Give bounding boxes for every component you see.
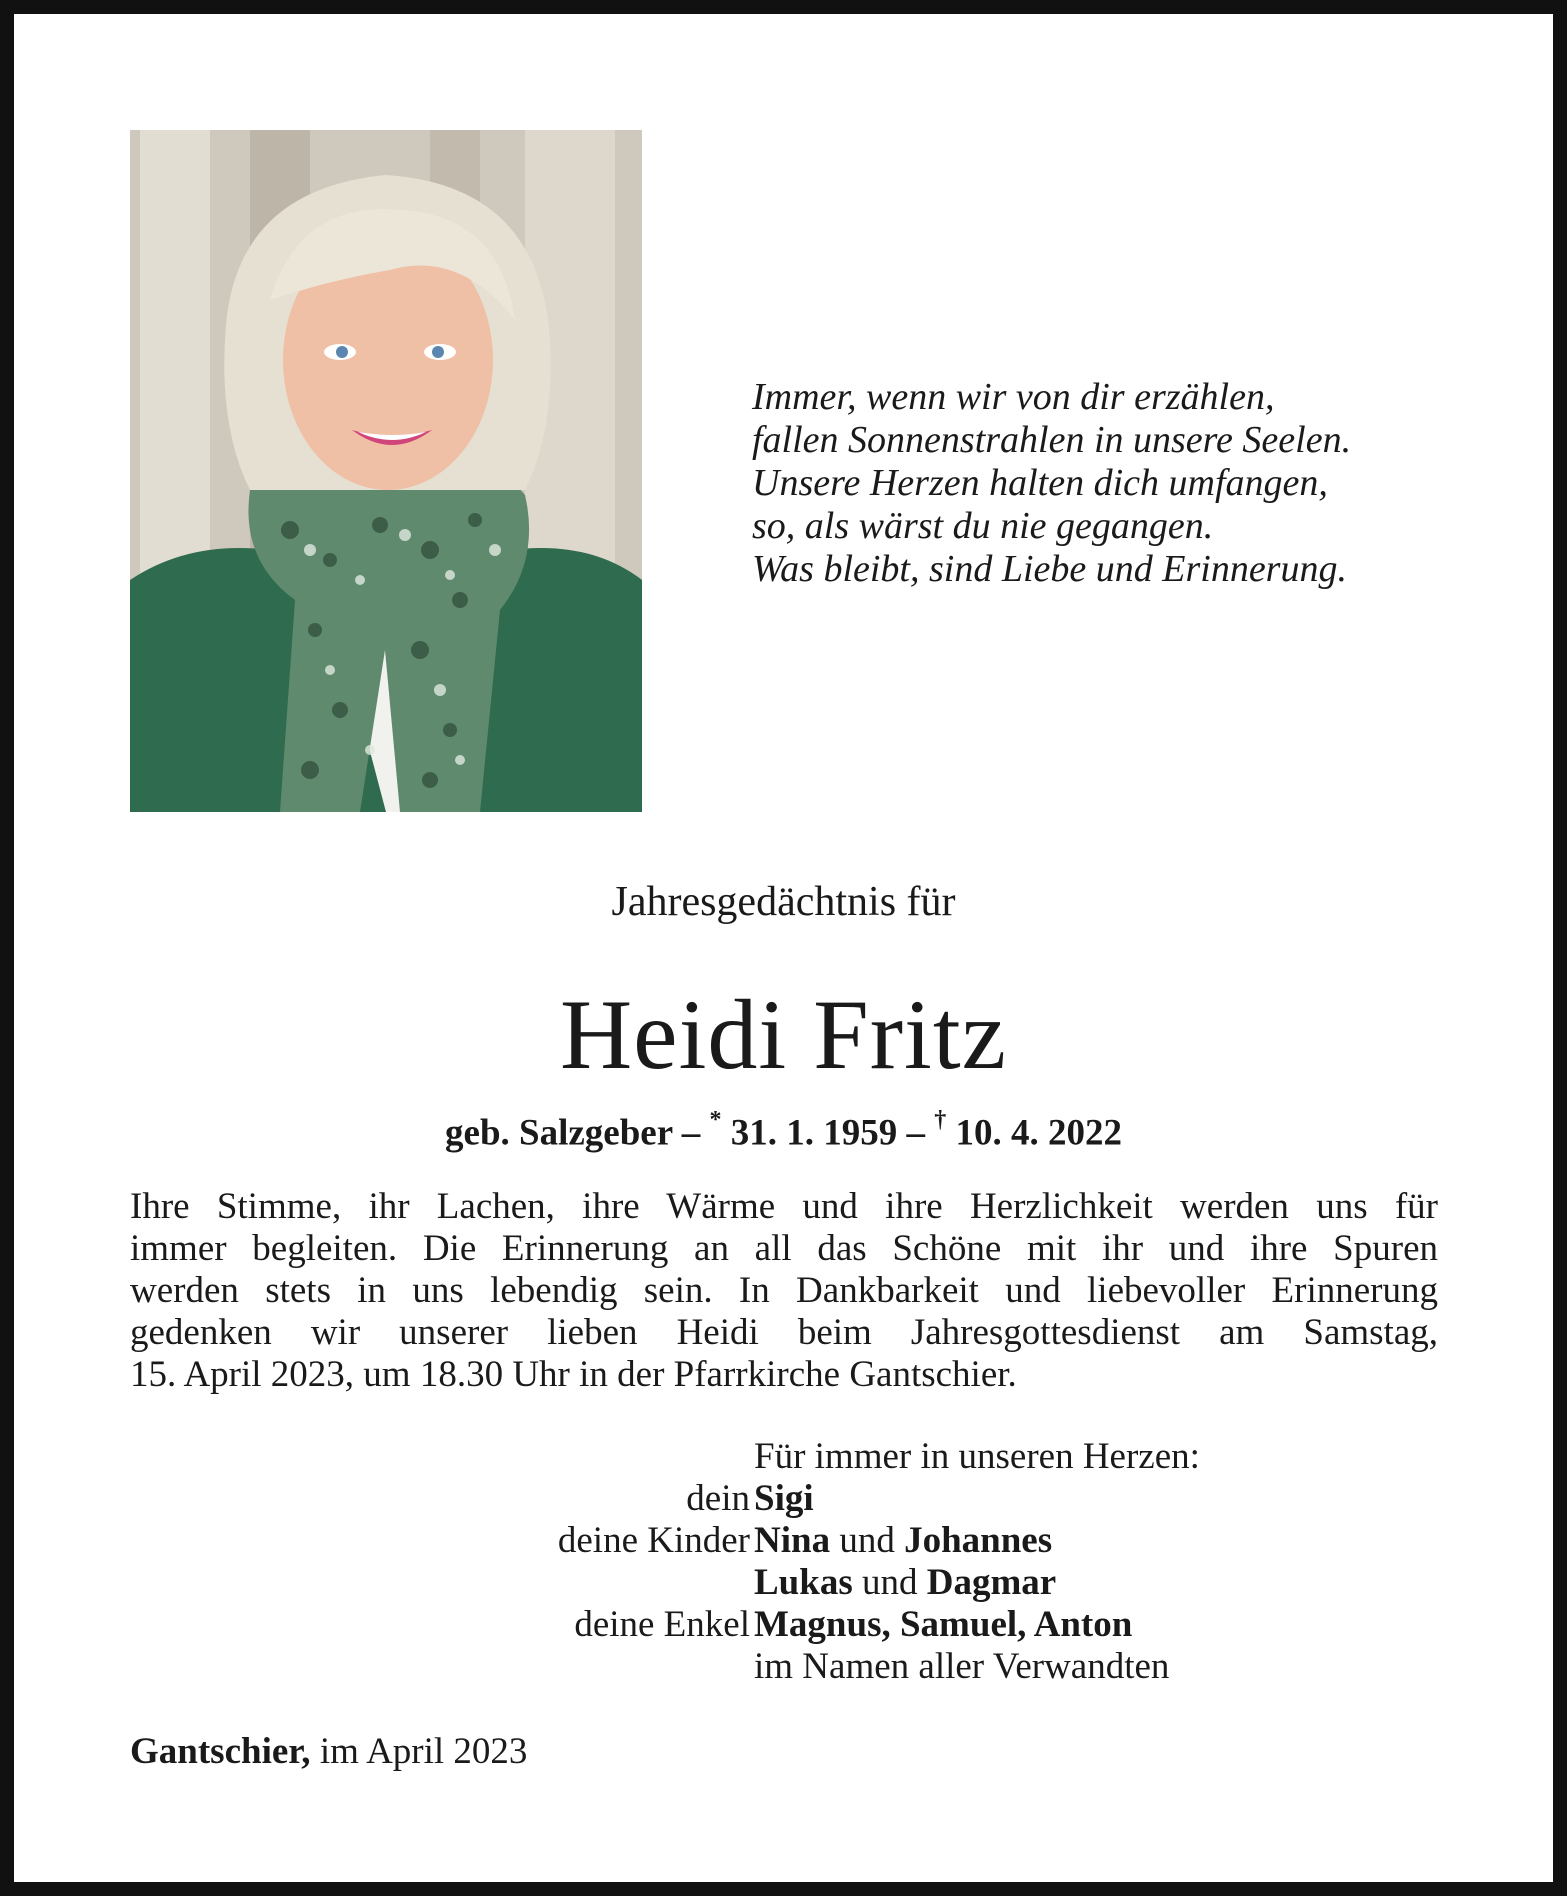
death-symbol: †: [934, 1107, 947, 1133]
poem-line: so, als wärst du nie gegangen.: [752, 505, 1214, 547]
text-line: 15. April 2023, um 18.30 Uhr in der Pfarrkirche Gantschier.: [130, 1354, 1017, 1395]
life-dates: [0, 1098, 1567, 1159]
family-name: Sigi: [754, 1478, 814, 1519]
poem-line: Immer, wenn wir von dir erzählen,: [752, 376, 1275, 418]
signature-intro: Für immer in unseren Herzen:: [754, 1436, 1200, 1477]
place-date: [130, 1728, 527, 1776]
text-line: Ihre Stimme, ihr Lachen, ihre Wärme und ihre Herzlichkeit werden uns für: [130, 1186, 1438, 1227]
date-separator: –: [897, 1112, 935, 1154]
poem-line: Unsere Herzen halten dich umfangen,: [752, 462, 1328, 504]
conjunction: und: [852, 1562, 927, 1603]
maiden-name: geb. Salzgeber: [445, 1112, 673, 1154]
text-line: immer begleiten. Die Erinnerung an all das Schöne mit ihr und ihre Spuren: [130, 1228, 1438, 1269]
memorial-heading: Jahresgedächtnis für: [611, 879, 956, 925]
relation-label: dein: [686, 1478, 750, 1519]
notice-date: im April 2023: [310, 1731, 528, 1772]
poem-line: Was bleibt, sind Liebe und Erinnerung.: [752, 548, 1347, 590]
family-name: Johannes: [904, 1520, 1053, 1561]
date-separator: –: [672, 1112, 710, 1154]
family-name: Nina: [754, 1520, 831, 1561]
birth-date: 31. 1. 1959: [721, 1112, 898, 1154]
place: Gantschier,: [130, 1731, 311, 1772]
portrait-photo: [130, 130, 642, 812]
signature-block: [0, 1436, 1567, 1688]
memorial-text: [130, 1186, 1438, 1396]
conjunction: und: [830, 1520, 905, 1561]
signature-row: [0, 1604, 1567, 1646]
text-line: werden stets in uns lebendig sein. In Dankbarkeit und liebevoller Erinnerung: [130, 1270, 1438, 1311]
death-date: 10. 4. 2022: [946, 1112, 1122, 1154]
signature-row: [0, 1478, 1567, 1520]
deceased-name: Heidi Fritz: [559, 979, 1008, 1090]
family-name: Dagmar: [926, 1562, 1057, 1603]
signature-closing: im Namen aller Verwandten: [754, 1646, 1170, 1687]
relation-label: deine Kinder: [557, 1520, 750, 1561]
relation-label: deine Enkel: [574, 1604, 750, 1645]
birth-symbol: *: [709, 1107, 722, 1133]
signature-row: [0, 1520, 1567, 1562]
poem-line: fallen Sonnenstrahlen in unsere Seelen.: [752, 419, 1352, 461]
signature-row: [0, 1562, 1567, 1604]
family-name: Lukas: [754, 1562, 853, 1603]
family-name: Magnus, Samuel, Anton: [754, 1604, 1133, 1645]
text-line: gedenken wir unserer lieben Heidi beim Jahresgottesdienst am Samstag,: [130, 1312, 1438, 1353]
memorial-poem: [752, 376, 1472, 591]
